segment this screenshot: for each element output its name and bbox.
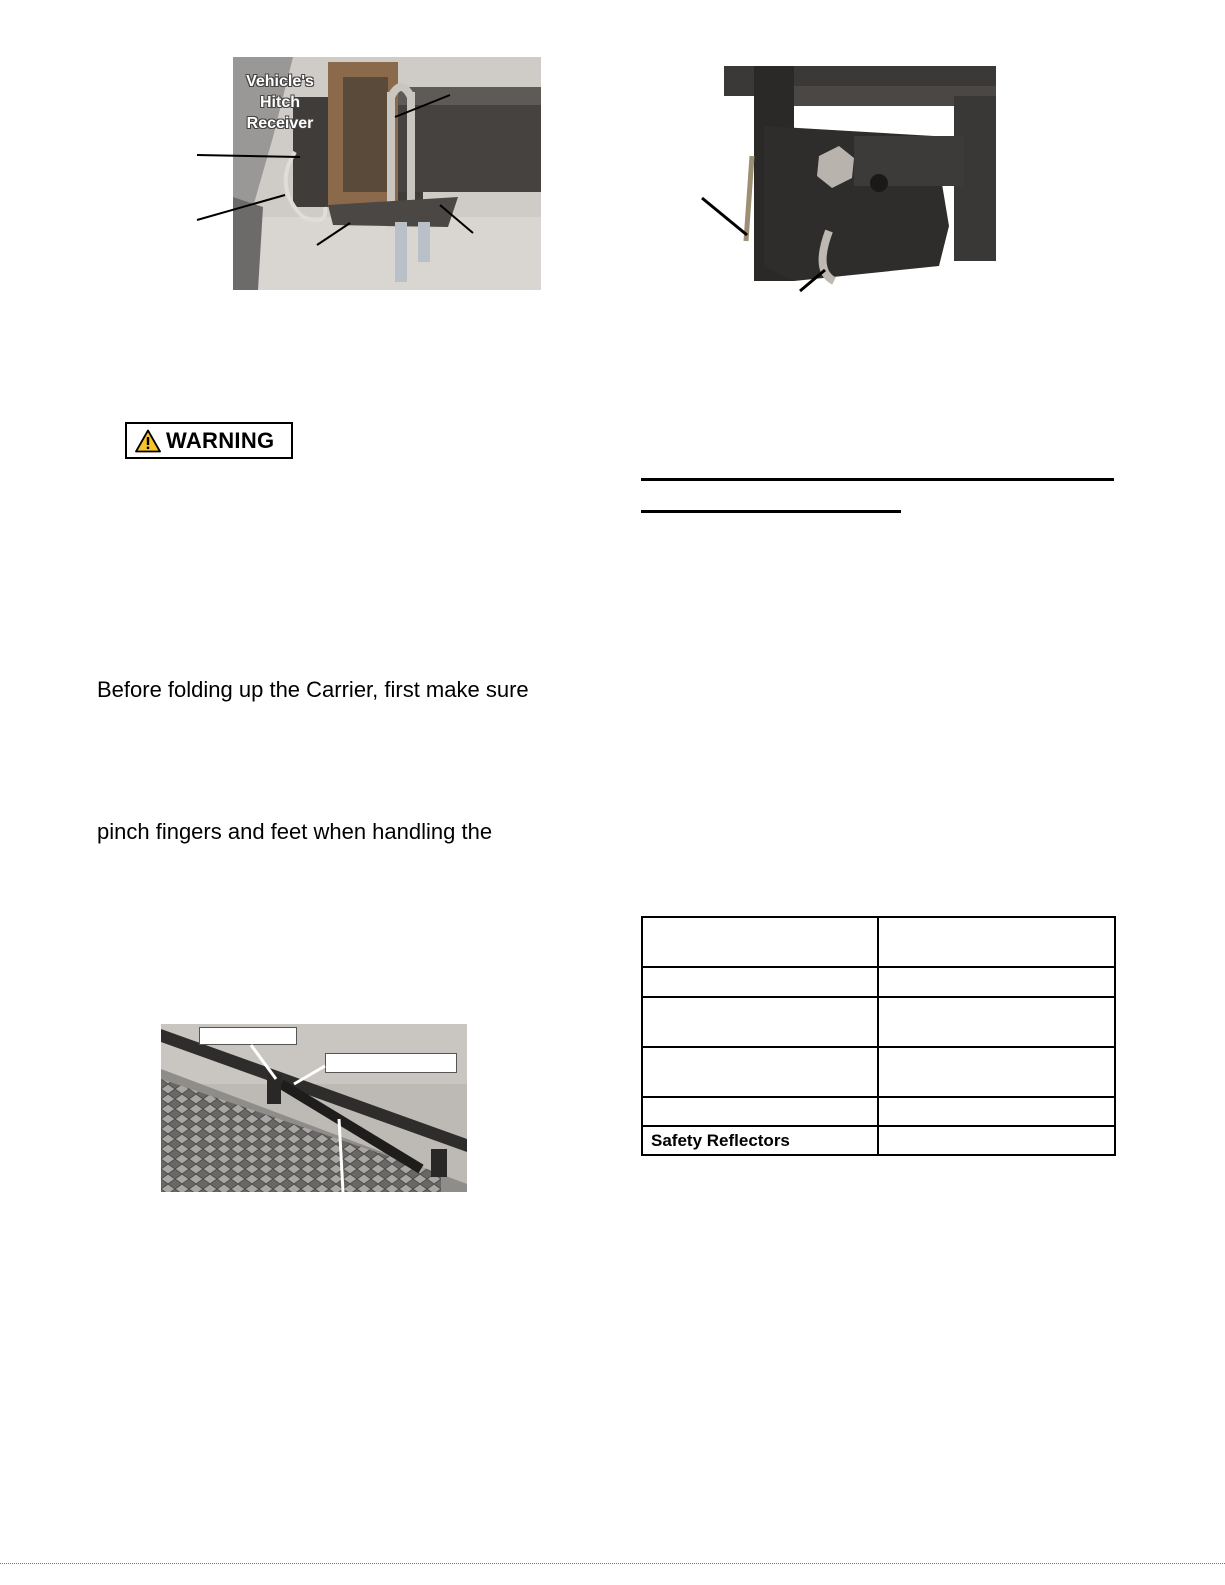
table-row <box>642 1047 1115 1097</box>
table-cell <box>642 997 878 1047</box>
table-row <box>642 997 1115 1047</box>
paragraph-line-1: Before folding up the Carrier, first make sure <box>97 677 529 702</box>
table-row <box>642 1126 1115 1155</box>
warning-triangle-icon <box>135 429 161 453</box>
overlay-line-2: Hitch <box>260 94 300 111</box>
table-cell <box>878 997 1115 1047</box>
footer-dotted-rule <box>0 1563 1225 1564</box>
overlay-line-3: Receiver <box>246 115 314 132</box>
table-cell-safety-reflectors: Safety Reflectors <box>642 1126 878 1155</box>
table-cell <box>878 967 1115 997</box>
table-cell <box>878 1047 1115 1097</box>
table-cell <box>878 1097 1115 1126</box>
heading-rule-long <box>641 478 1114 481</box>
table-cell <box>642 1047 878 1097</box>
warning-label: WARNING <box>166 427 275 453</box>
top-right-callout-lines <box>695 190 855 300</box>
table-cell <box>878 917 1115 967</box>
spec-table <box>641 916 1116 1156</box>
carrier-deck-photo <box>161 1024 467 1192</box>
table-row <box>642 917 1115 967</box>
table-cell <box>642 917 878 967</box>
warning-badge <box>125 422 293 459</box>
paragraph-line-2: pinch fingers and feet when handling the <box>97 819 493 844</box>
table-row <box>642 1097 1115 1126</box>
table-cell <box>642 1097 878 1126</box>
carrier-deck-callout-lines <box>161 1024 467 1192</box>
overlay-line-1: Vehicle's <box>246 73 314 90</box>
table-row <box>642 967 1115 997</box>
table-cell <box>642 967 878 997</box>
heading-rule-short <box>641 510 901 513</box>
table-cell <box>878 1126 1115 1155</box>
top-left-callout-lines <box>190 85 480 255</box>
